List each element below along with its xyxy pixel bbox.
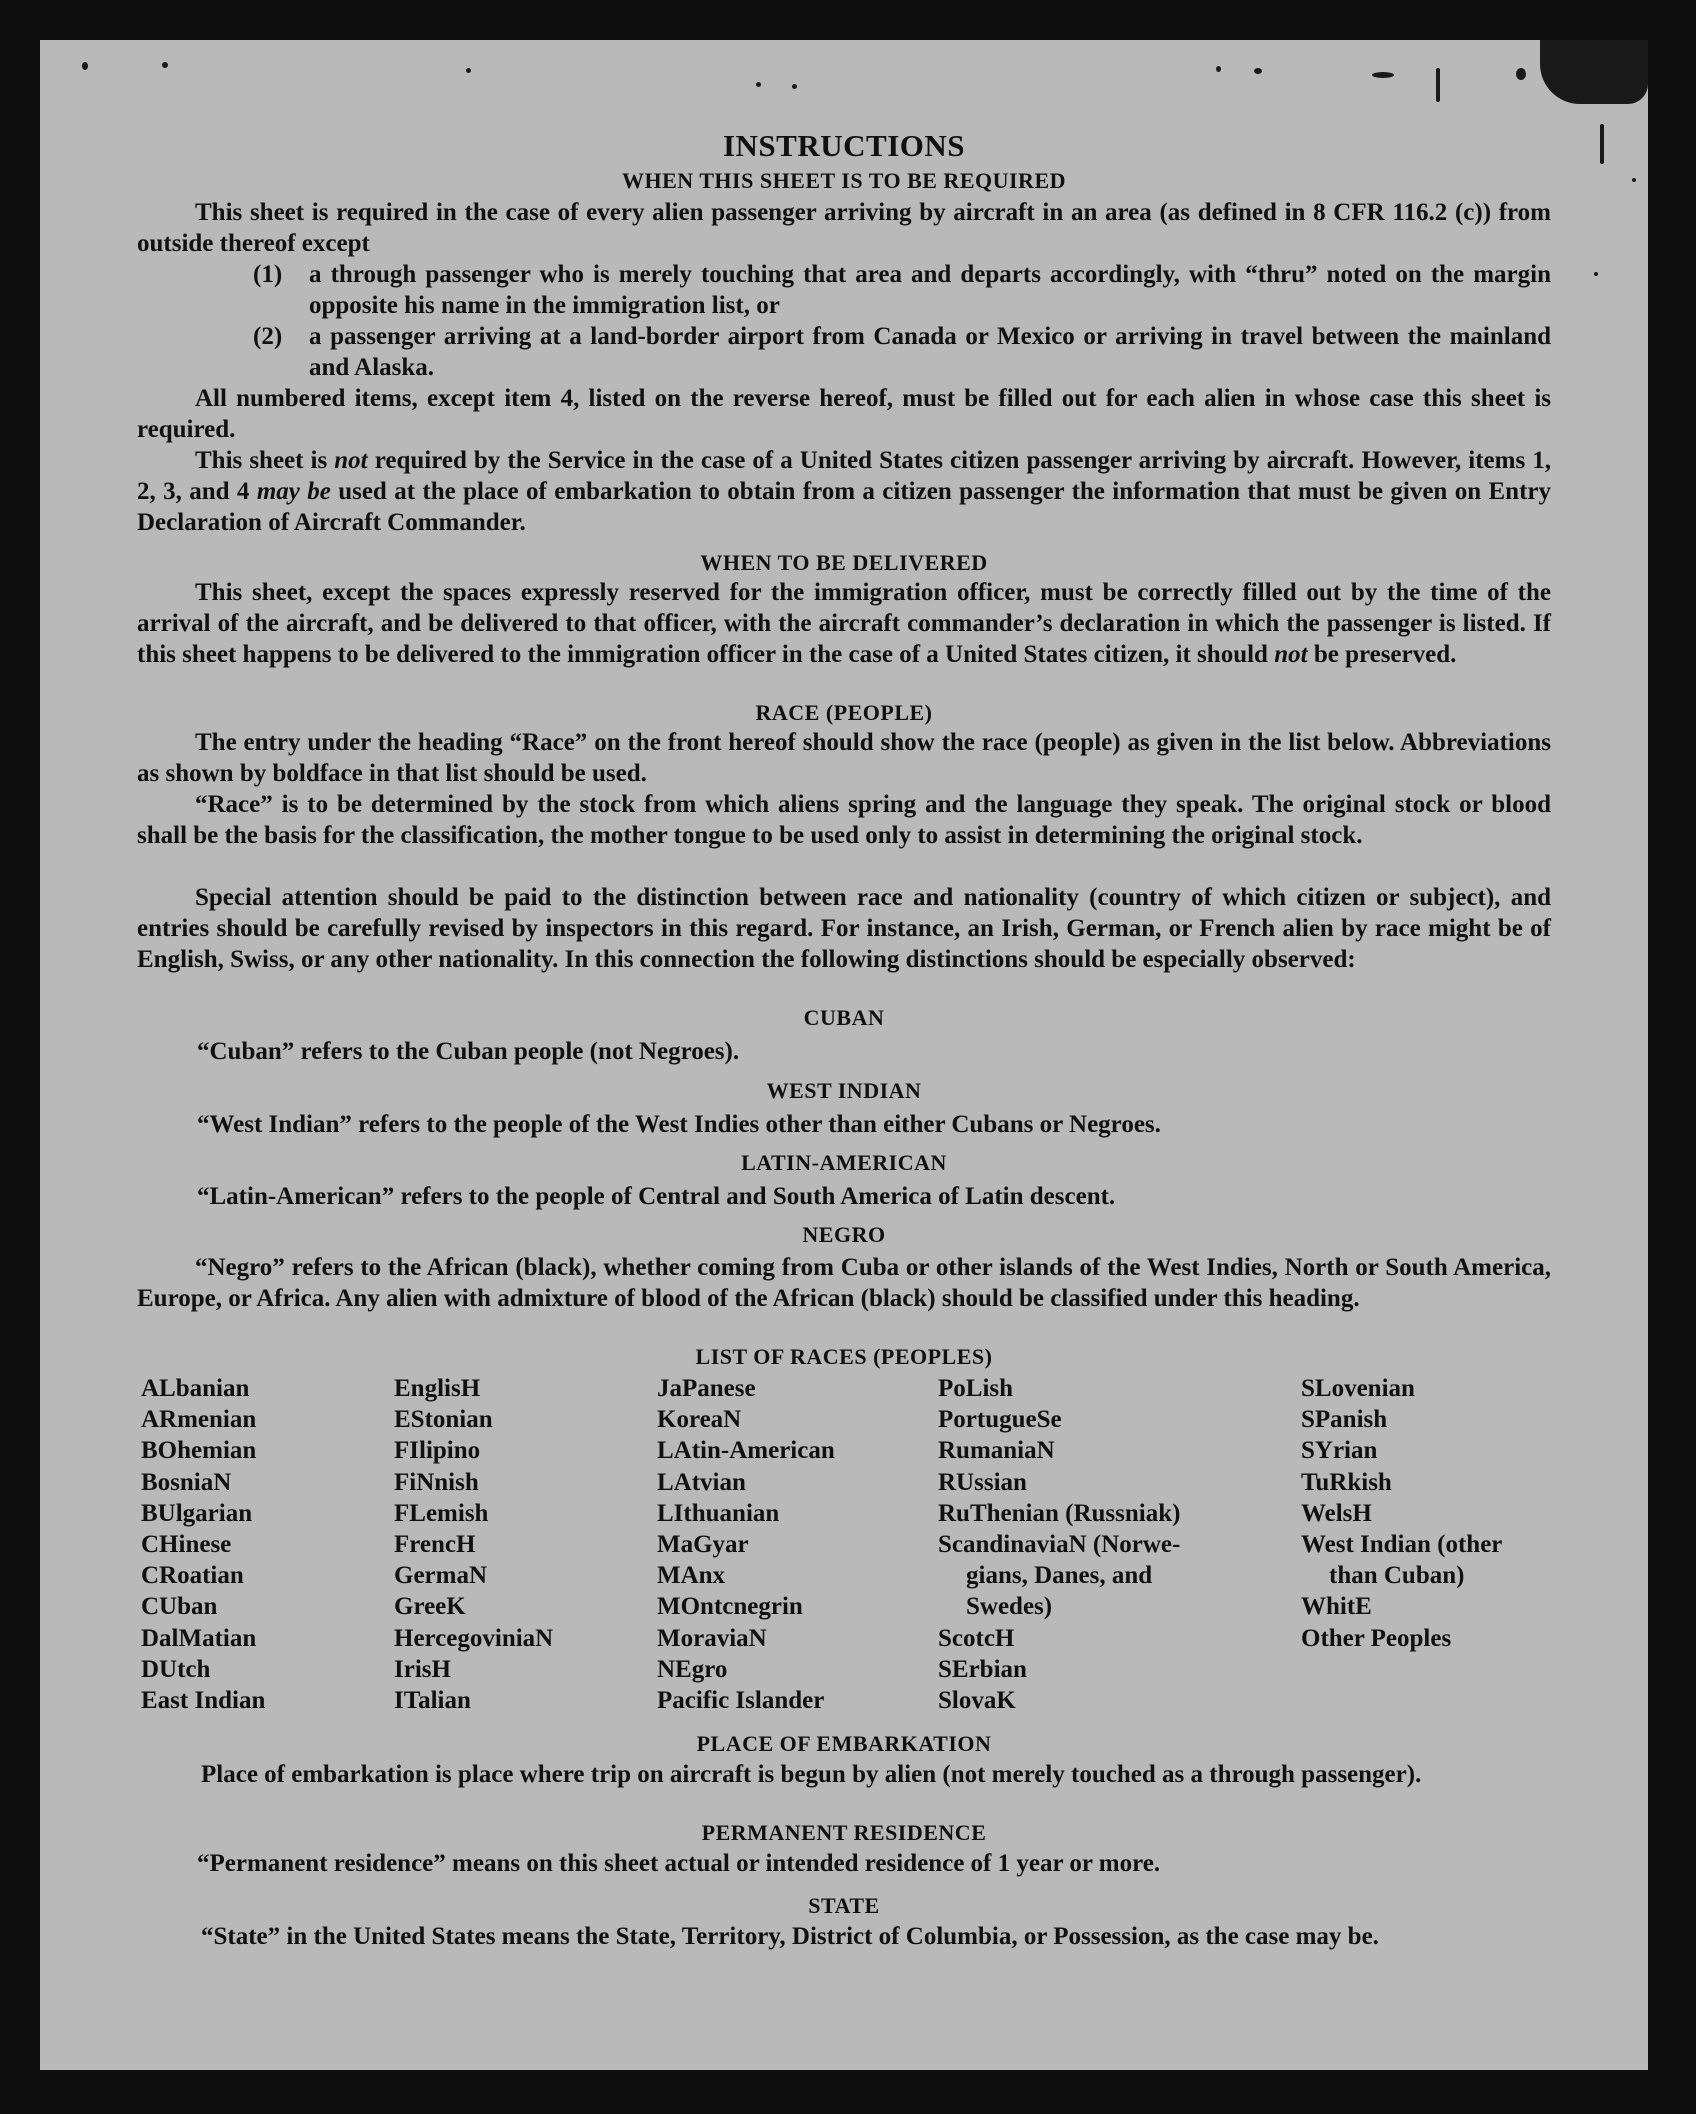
race-entry: FIlipino [394, 1437, 481, 1465]
paragraph: This sheet is required in the case of every alien passenger arriving by aircraft in an area (as defined in 8 CFR 116.2 (c)) from outside thereof except [137, 199, 1551, 257]
document-sheet [40, 40, 1648, 2070]
race-column [141, 1373, 265, 1716]
section-heading: WEST INDIAN [766, 1078, 922, 1103]
race-entry: WhitE [1301, 1593, 1372, 1621]
scan-speck [1372, 72, 1394, 78]
section-heading: PLACE OF EMBARKATION [696, 1731, 992, 1756]
paragraph: “Race” is to be determined by the stock from which aliens spring and the language they speak. The original stock or blood shall be the basis for the classification, the mother tongue to be used only to assist in determining the original stock. [137, 791, 1551, 849]
race-entry: GreeK [394, 1593, 466, 1621]
race-entry: DalMatian [141, 1624, 257, 1652]
race-entry: FiNnish [394, 1468, 479, 1496]
race-entry: gians, Danes, and [966, 1562, 1153, 1590]
list-number: (1) [253, 261, 283, 288]
race-entry: JaPanese [657, 1375, 756, 1402]
race-entry: PortugueSe [938, 1406, 1062, 1434]
race-entry: PoLish [938, 1375, 1014, 1402]
section-heading: RACE (PEOPLE) [755, 700, 933, 725]
race-entry: MOntcnegrin [657, 1593, 803, 1621]
race-entry: ALbanian [141, 1375, 250, 1402]
section-heading: LATIN-AMERICAN [741, 1150, 947, 1175]
race-entry: WelsH [1301, 1499, 1372, 1527]
race-entry: SLovenian [1301, 1375, 1415, 1402]
section-heading: PERMANENT RESIDENCE [701, 1820, 987, 1845]
scan-speck [1254, 68, 1262, 74]
race-entry: KoreaN [657, 1406, 742, 1434]
race-column [657, 1373, 835, 1716]
list-number: (2) [253, 323, 283, 350]
race-entry: ARmenian [141, 1406, 257, 1434]
race-entry: Pacific Islander [657, 1687, 825, 1715]
page-title: INSTRUCTIONS [722, 128, 965, 163]
race-column [394, 1373, 553, 1716]
race-entry: LAtin-American [657, 1437, 835, 1465]
scan-speck [466, 68, 471, 73]
scan-speck [756, 82, 761, 87]
scan-speck [1436, 68, 1440, 102]
race-entry: EnglisH [394, 1375, 481, 1402]
paragraph: “Negro” refers to the African (black), whether coming from Cuba or other islands of the West Indies, North or South America, Europe, or Africa. Any alien with admixture of blood of the African (black) should be classified under this heading. [137, 1254, 1551, 1312]
race-entry: SPanish [1301, 1406, 1388, 1434]
race-entry: East Indian [141, 1687, 266, 1715]
section-heading: STATE [808, 1893, 880, 1918]
race-entry: CRoatian [141, 1562, 244, 1590]
scan-speck [1594, 272, 1598, 276]
race-entry: GermaN [394, 1562, 488, 1590]
race-entry: DUtch [141, 1655, 211, 1683]
race-entry: than Cuban) [1329, 1562, 1465, 1590]
paragraph: The entry under the heading “Race” on the front hereof should show the race (people) as given in the list below. Abbreviations as shown by boldface in that list should be used. [137, 729, 1551, 787]
paragraph: “Permanent residence” means on this sheet actual or intended residence of 1 year or more. [197, 1850, 1161, 1877]
paragraph: “Latin-American” refers to the people of Central and South America of Latin descent. [197, 1183, 1116, 1210]
race-entry: RumaniaN [938, 1437, 1055, 1465]
race-entry: ITalian [394, 1687, 471, 1715]
paragraph: All numbered items, except item 4, listed on the reverse hereof, must be filled out for each alien in whose case this sheet is required. [137, 385, 1551, 443]
scan-speck [792, 84, 797, 89]
race-entry: CHinese [141, 1531, 232, 1559]
race-entry: RuThenian (Russniak) [938, 1499, 1181, 1527]
section-heading: CUBAN [803, 1005, 885, 1030]
race-entry: LAtvian [657, 1468, 746, 1496]
list-item: a through passenger who is merely touching that area and departs accordingly, with “thru” noted on the margin opposite his name in the immigration list, or [309, 261, 1551, 319]
race-entry: HercegoviniaN [394, 1624, 554, 1652]
scan-speck [1516, 68, 1526, 80]
race-entry: SYrian [1301, 1437, 1378, 1465]
race-entry: RUssian [938, 1468, 1027, 1496]
race-entry: Swedes) [966, 1593, 1053, 1621]
paragraph: Place of embarkation is place where trip on aircraft is begun by alien (not merely touched as a through passenger). [201, 1761, 1422, 1788]
race-entry: CUban [141, 1593, 218, 1621]
section-heading: LIST OF RACES (PEOPLES) [695, 1344, 993, 1369]
paragraph: “Cuban” refers to the Cuban people (not Negroes). [197, 1038, 740, 1065]
race-entry: Other Peoples [1301, 1624, 1452, 1652]
list-item: a passenger arriving at a land-border airport from Canada or Mexico or arriving in travel between the mainland and Alaska. [309, 323, 1551, 381]
race-entry: TuRkish [1301, 1468, 1392, 1496]
paragraph: “West Indian” refers to the people of the West Indies other than either Cubans or Negroes. [197, 1111, 1161, 1138]
scan-speck [82, 62, 88, 70]
scan-speck [1216, 66, 1221, 72]
race-entry: EStonian [394, 1406, 493, 1434]
race-entry: LIthuanian [657, 1499, 780, 1527]
race-entry: ScandinaviaN (Norwe- [938, 1531, 1181, 1559]
paragraph: This sheet is not required by the Service in the case of a United States citizen passenger arriving by aircraft. However, items 1, 2, 3, and 4 may be used at the place of embarkation to obtain from a citizen passenger the information that must be given on Entry Declaration of Aircraft Commander. [137, 447, 1551, 536]
section-heading: WHEN THIS SHEET IS TO BE REQUIRED [621, 168, 1067, 193]
race-entry: FrencH [394, 1531, 476, 1559]
paragraph: “State” in the United States means the State, Territory, District of Columbia, or Possession, as the case may be. [201, 1923, 1379, 1950]
paragraph: Special attention should be paid to the distinction between race and nationality (country of which citizen or subject), and entries should be carefully revised by inspectors in this regard. For instance, an Irish, German, or French alien by race might be of English, Swiss, or any other nationality. In this connection the following distinctions should be especially observed: [137, 884, 1551, 973]
race-entry: SlovaK [938, 1687, 1016, 1715]
section-heading: NEGRO [802, 1222, 886, 1247]
scan-speck [1540, 40, 1648, 104]
paragraph: This sheet, except the spaces expressly reserved for the immigration officer, must be correctly filled out by the time of the arrival of the aircraft, and be delivered to that officer, with the aircraft commander’s declaration in which the passenger is listed. If this sheet happens to be delivered to the immigration officer in the case of a United States citizen, it should not be preserved. [137, 579, 1551, 668]
section-heading: WHEN TO BE DELIVERED [700, 550, 988, 575]
race-column [938, 1373, 1180, 1716]
race-column [1301, 1373, 1502, 1654]
race-entry: West Indian (other [1301, 1531, 1503, 1559]
race-entry: MaGyar [657, 1531, 749, 1559]
race-entry: BUlgarian [141, 1499, 253, 1527]
race-entry: MAnx [657, 1562, 726, 1590]
race-entry: NEgro [657, 1655, 728, 1683]
race-entry: FLemish [394, 1499, 489, 1527]
race-entry: MoraviaN [657, 1624, 767, 1652]
race-entry: BosniaN [141, 1468, 232, 1496]
scan-speck [162, 62, 168, 68]
race-entry: ScotcH [938, 1624, 1015, 1652]
race-entry: IrisH [394, 1655, 451, 1683]
race-entry: SErbian [938, 1655, 1027, 1683]
race-entry: BOhemian [141, 1437, 257, 1465]
